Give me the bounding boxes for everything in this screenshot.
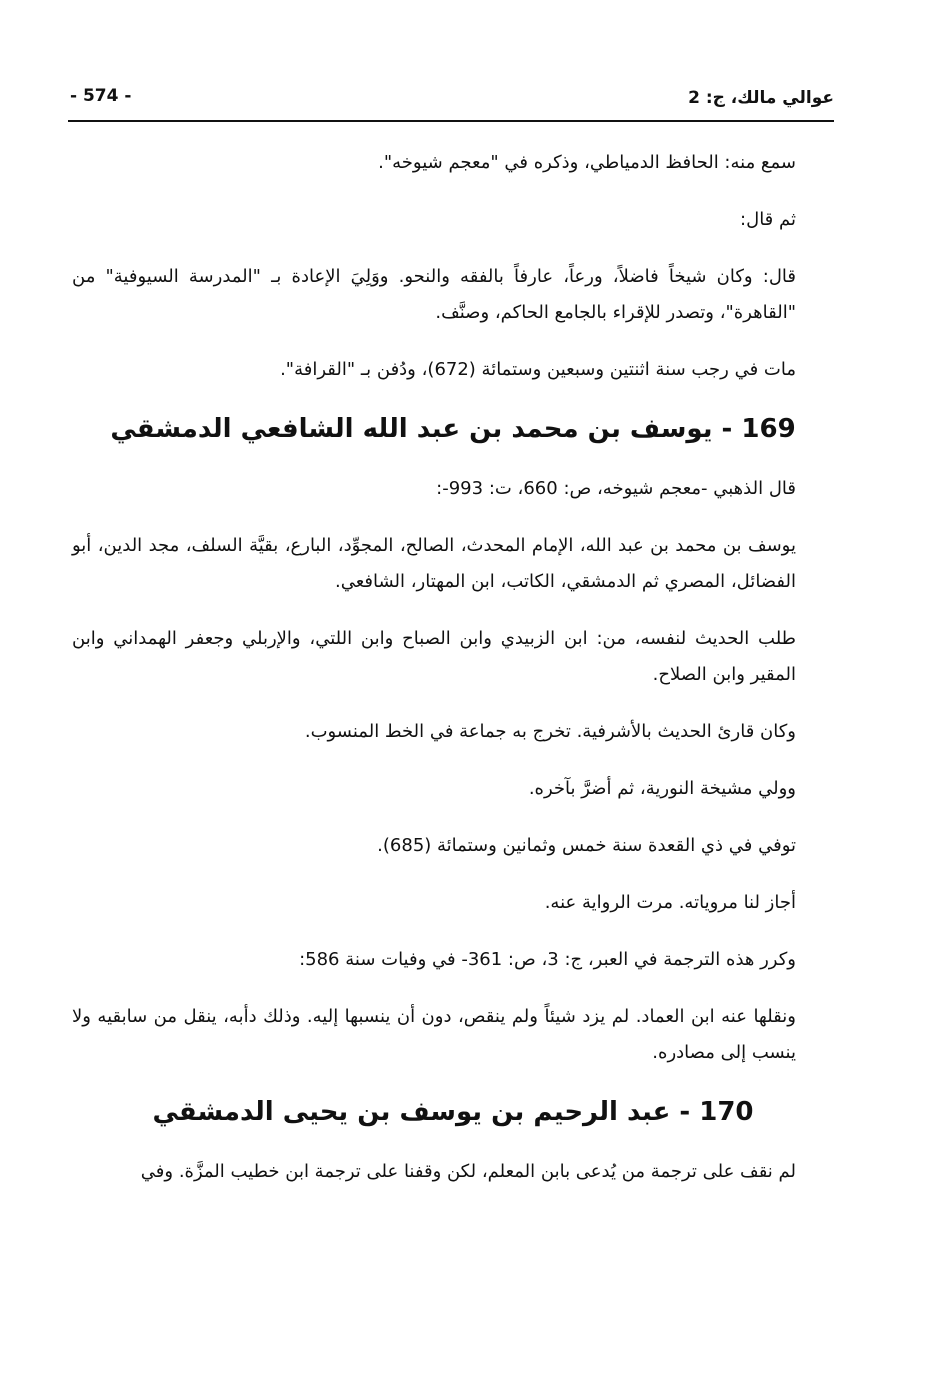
running-head [70, 86, 834, 120]
paragraph: ثم قال: [740, 209, 796, 230]
paragraph: لم نقف على ترجمة من يُدعى بابن المعلم، لكن وقفنا على ترجمة ابن خطيب المزَّة. وفي [140, 1161, 796, 1182]
paragraph: ونقلها عنه ابن العماد. لم يزد شيئاً ولم ينقص، دون أن ينسبها إليه. وذلك دأبه، ينقل من سابقيه ولا ينسب إلى مصادره. [72, 1006, 796, 1063]
entry-number: 169 [741, 414, 796, 444]
paragraph: وكرر هذه الترجمة في العبر، ج: 3، ص: 361- في وفيات سنة 586: [299, 949, 796, 970]
paragraph: وكان قارئ الحديث بالأشرفية. تخرج به جماعة في الخط المنسوب. [304, 721, 796, 742]
page-body [72, 145, 834, 1211]
entry-heading-170 [72, 1092, 834, 1132]
header-rule [68, 120, 834, 122]
paragraph: توفي في ذي القعدة سنة خمس وثمانين وستمائة (685). [377, 835, 796, 856]
book-title: عوالي مالك، ج: 2 [688, 88, 834, 108]
page-number: - 574 - [70, 86, 132, 106]
paragraph: وولي مشيخة النورية، ثم أضرَّ بآخره. [528, 778, 796, 799]
paragraph: أجاز لنا مروياته. مرت الرواية عنه. [544, 892, 796, 913]
paragraph: سمع منه: الحافظ الدمياطي، وذكره في "معجم شيوخه". [378, 152, 796, 173]
entry-title: - يوسف بن محمد بن عبد الله الشافعي الدمشقي [110, 414, 742, 444]
paragraph: قال: وكان شيخاً فاضلاً، ورعاً، عارفاً بالفقه والنحو. ووَلِيَ الإعادة بـ "المدرسة السيوفية" من "القاهرة"، وتصدر للإقراء بالجامع الحاكم، وصنَّف. [72, 266, 796, 323]
paragraph: يوسف بن محمد بن عبد الله، الإمام المحدث، الصالح، المجوِّد، البارع، بقيَّة السلف، مجد الدين، أبو الفضائل، المصري ثم الدمشقي، الكاتب، ابن المهتار، الشافعي. [72, 535, 796, 592]
entry-heading-169 [72, 409, 834, 449]
paragraph: قال الذهبي -معجم شيوخه، ص: 660، ت: 993-: [436, 478, 796, 499]
entry-number: 170 [699, 1097, 754, 1127]
paragraph: طلب الحديث لنفسه، من: ابن الزبيدي وابن الصباح وابن اللتي، والإربلي وجعفر الهمداني وابن المقير وابن الصلاح. [72, 628, 796, 685]
entry-title: - عبد الرحيم بن يوسف بن يحيى الدمشقي [152, 1097, 700, 1127]
paragraph: مات في رجب سنة اثنتين وسبعين وستمائة (672)، ودُفن بـ "القرافة". [280, 359, 796, 380]
